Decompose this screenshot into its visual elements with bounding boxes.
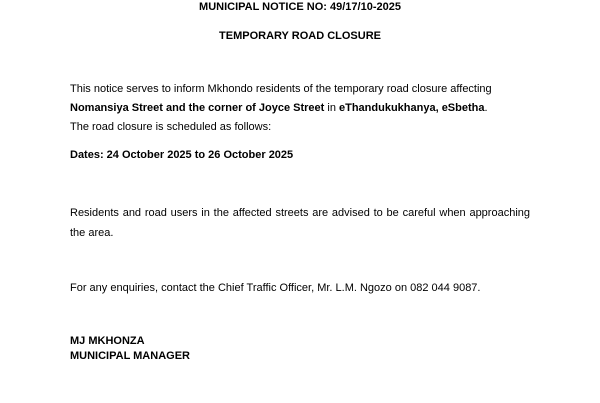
- advice-paragraph: Residents and road users in the affected streets are advised to be careful when approaching the area.: [70, 207, 530, 239]
- signatory-position: MUNICIPAL MANAGER: [70, 350, 190, 362]
- intro-period: .: [484, 102, 488, 114]
- contact-paragraph: For any enquiries, contact the Chief Traffic Officer, Mr. L.M. Ngozo on 082 044 9087.: [70, 282, 481, 294]
- intro-text: This notice serves to inform Mkhondo residents of the temporary road closure affecting: [70, 83, 492, 95]
- signatory-block: [70, 334, 190, 364]
- affected-streets: Nomansiya Street and the corner of Joyce Street: [70, 102, 325, 114]
- notice-number: MUNICIPAL NOTICE NO: 49/17/10-2025: [199, 1, 401, 13]
- notice-title: TEMPORARY ROAD CLOSURE: [219, 30, 381, 42]
- intro-connector: in: [324, 102, 339, 114]
- affected-area: eThandukukhanya, eSbetha: [339, 102, 485, 114]
- closure-dates: Dates: 24 October 2025 to 26 October 2025: [70, 149, 294, 161]
- signatory-name: MJ MKHONZA: [70, 335, 145, 347]
- intro-paragraph: [70, 80, 540, 137]
- schedule-text: The road closure is scheduled as follows:: [70, 121, 272, 133]
